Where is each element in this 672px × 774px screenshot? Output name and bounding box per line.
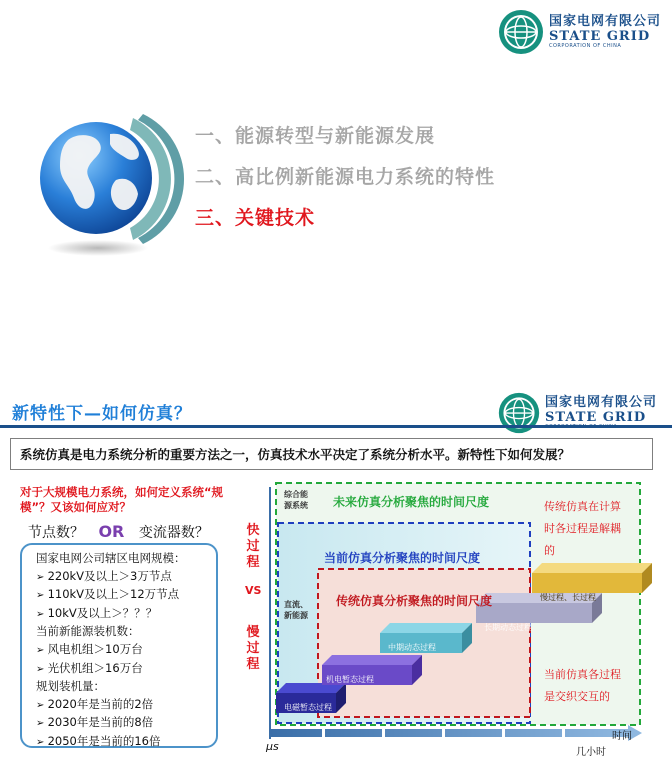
logo-name-cn: 国家电网有限公司 <box>545 395 658 410</box>
traditional-timescale-label: 传统仿真分析聚焦的时间尺度 <box>336 594 493 608</box>
x-axis-title: 时间 <box>612 731 632 742</box>
future-timescale-label: 未来仿真分析聚焦的时间尺度 <box>333 495 490 509</box>
scale-item: ➢ 光伏机组＞16万台 <box>36 660 216 679</box>
electromechanical-transient-label: 机电暂态过程 <box>326 675 374 684</box>
mid-term-dynamic-label: 中期动态过程 <box>388 643 436 652</box>
state-grid-logo-2 <box>497 391 657 435</box>
state-grid-logo <box>497 8 661 56</box>
x-axis-start-label: μs <box>266 740 279 753</box>
scale-heading: 规划装机量： <box>36 679 105 694</box>
state-grid-emblem-icon <box>497 391 541 435</box>
scale-item: ➢ 2030年是当前的8倍 <box>36 714 216 733</box>
agenda-slide <box>0 0 672 385</box>
scale-heading: 国家电网公司辖区电网规模： <box>36 551 186 565</box>
transformers-question: 变流器数？ <box>138 525 209 541</box>
current-interactive-note: 当前仿真各过程是交织交互的 <box>544 668 621 703</box>
statement-box: 系统仿真是电力系统分析的重要方法之一，仿真技术水平决定了系统分析水平。新特性下如何发展？ <box>10 438 653 470</box>
scale-item: ➢ 2050年是当前的16倍 <box>36 733 216 752</box>
slide-title: 新特性下—如何仿真？ <box>12 404 192 424</box>
logo-name-cn: 国家电网有限公司 <box>549 14 662 29</box>
agenda-item-1[interactable]: 一、能源转型与新能源发展 <box>195 125 436 147</box>
logo-name-en: STATE GRID <box>549 29 651 44</box>
scale-item: ➢ 110kV及以上＞12万节点 <box>36 586 216 605</box>
logo-name-en: STATE GRID <box>545 410 647 425</box>
scale-item: ➢ 风电机组＞10万台 <box>36 641 216 660</box>
scale-question: 对于大规模电力系统，如何定义系统“规模”？又该如何应对？ <box>20 485 224 514</box>
slow-process-label: 慢过程 <box>246 625 260 672</box>
agenda-item-3-active[interactable]: 三、关键技术 <box>195 207 316 229</box>
scale-item: ➢ 220kV及以上＞3万节点 <box>36 568 216 587</box>
globe-icon <box>38 110 188 260</box>
grid-scale-box <box>20 543 218 748</box>
electromagnetic-transient-label: 电磁暂态过程 <box>284 703 332 712</box>
title-divider <box>0 425 672 428</box>
fast-process-label: 快过程 <box>246 523 260 570</box>
state-grid-emblem-icon <box>497 8 545 56</box>
nodes-question: 节点数？ <box>28 525 84 541</box>
scale-item: ➢ 2020年是当前的2倍 <box>36 696 216 715</box>
logo-subtitle: CORPORATION OF CHINA <box>549 43 622 49</box>
current-timescale-label: 当前仿真分析聚焦的时间尺度 <box>324 551 481 565</box>
agenda-item-2[interactable]: 二、高比例新能源电力系统的特性 <box>195 166 496 188</box>
scale-item: ➢ 10kV及以上＞？？？ <box>36 605 216 624</box>
vs-label: VS <box>245 584 262 597</box>
scale-heading: 当前新能源装机数： <box>36 624 140 639</box>
traditional-decoupled-note: 传统仿真在计算时各过程是解耦的 <box>544 500 621 557</box>
slow-long-process-label: 慢过程、长过程 <box>540 593 596 602</box>
or-label: OR <box>98 522 125 541</box>
dc-renewable-label: 直流、新能源 <box>284 600 308 620</box>
nodes-or-transformers <box>28 522 209 542</box>
integrated-energy-label: 综合能源系统 <box>284 490 308 510</box>
block-slow-long <box>532 563 652 593</box>
simulation-slide <box>0 385 672 774</box>
long-term-dynamic-label: 长期动态过程 <box>484 623 532 632</box>
x-axis-end-label: 几小时 <box>576 747 606 758</box>
